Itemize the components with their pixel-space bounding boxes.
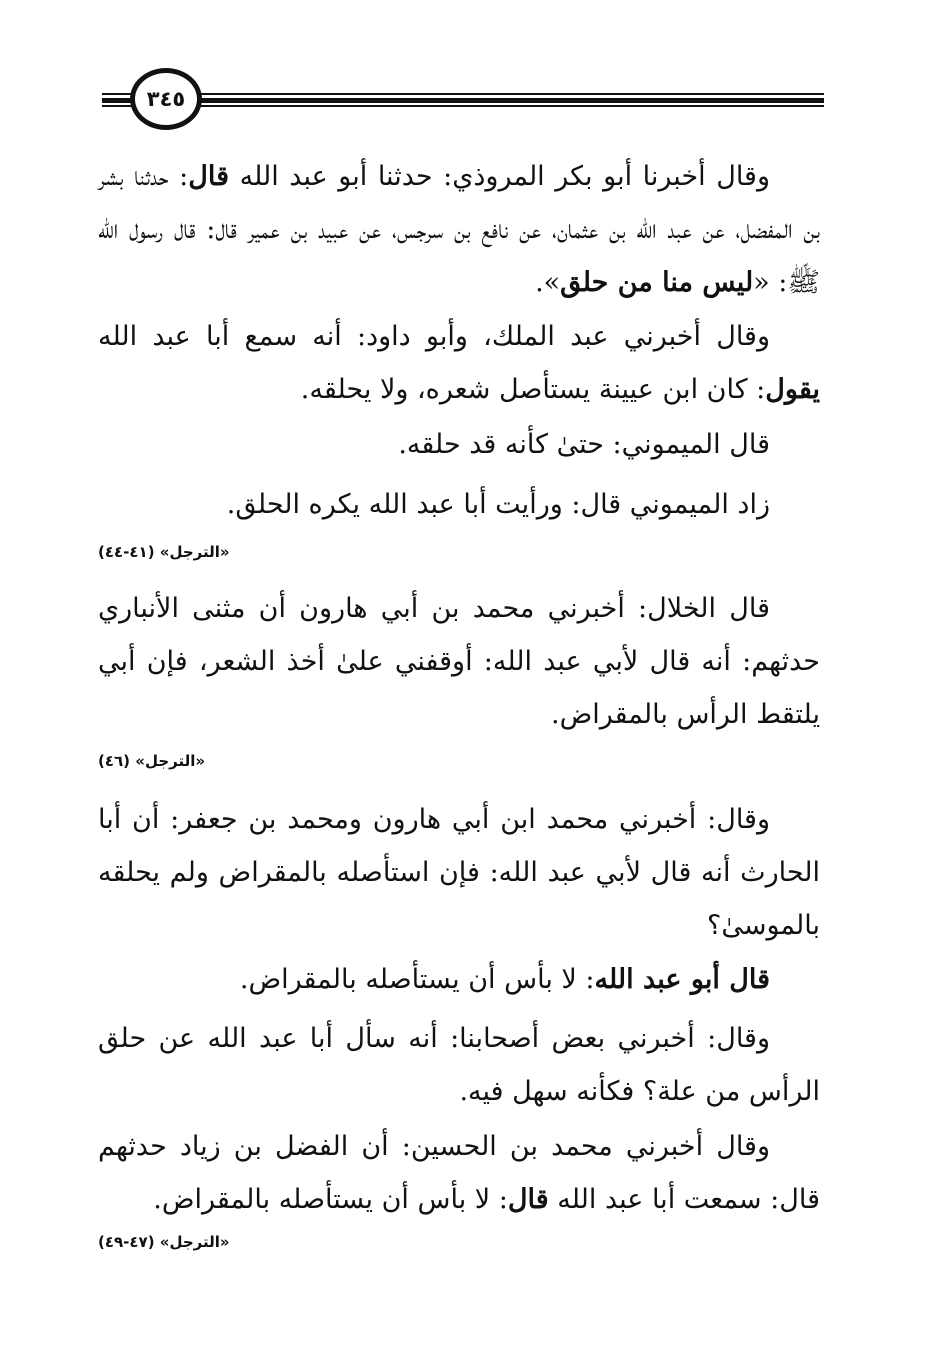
page-number: ٣٤٥ bbox=[130, 68, 202, 130]
paragraph-1 bbox=[98, 150, 820, 309]
paragraph-8: وقال: أخبرني بعض أصحابنا: أنه سأل أبا عبد الله عن حلق الرأس من علة؟ فكأنه سهل فيه. bbox=[98, 1023, 820, 1107]
paragraph-1-text-e: ». bbox=[535, 267, 561, 298]
citation-3: «الترجل» (٤٧-٤٩) bbox=[98, 1233, 230, 1251]
paragraph-9-bold-qal: قال bbox=[507, 1184, 549, 1215]
paragraph-2-text-c: : كان ابن عيينة يستأصل شعره، ولا يحلقه. bbox=[300, 374, 766, 405]
paragraph-3: قال الميموني: حتىٰ كأنه قد حلقه. bbox=[398, 429, 770, 460]
paragraph-7-bold-abu-abdullah: قال أبو عبد الله bbox=[594, 964, 770, 995]
paragraph-9-text-c: : لا بأس أن يستأصله بالمقراض. bbox=[153, 1184, 508, 1215]
paragraph-2-text-a: وقال أخبرني عبد الملك، وأبو داود: أنه سمع أبا عبد الله bbox=[98, 321, 770, 352]
header-rule bbox=[102, 93, 824, 107]
header-rule-line-thin-top bbox=[102, 93, 824, 95]
header-rule-line-thin-bottom bbox=[102, 105, 824, 107]
paragraph-7 bbox=[98, 953, 820, 1006]
paragraph-1-text-a: وقال أخبرنا أبو بكر المروذي: حدثنا أبو عبد الله bbox=[229, 161, 770, 192]
paragraph-6: وقال: أخبرني محمد ابن أبي هارون ومحمد بن جعفر: أن أبا الحارث أنه قال لأبي عبد الله: فإن استأصله بالمقراض ولم يحلقه بالموسىٰ؟ bbox=[98, 804, 820, 941]
paragraph-5: قال الخلال: أخبرني محمد بن أبي هارون أن مثنى الأنباري حدثهم: أنه قال لأبي عبد الله: أوقفني علىٰ أخذ الشعر، فإن أبي يلتقط الرأس بالمقراض. bbox=[98, 593, 820, 730]
paragraph-2 bbox=[98, 310, 820, 416]
paragraph-9 bbox=[98, 1120, 820, 1226]
paragraph-9-text-a: وقال أخبرني محمد بن الحسين: أن الفضل بن زياد حدثهم قال: سمعت أبا عبد الله bbox=[98, 1131, 820, 1215]
citation-2: «الترجل» (٤٦) bbox=[98, 752, 206, 770]
paragraph-4: زاد الميموني قال: ورأيت أبا عبد الله يكره الحلق. bbox=[226, 489, 770, 520]
paragraph-1-text-c: : حدثنا بشر بن المفضل، عن عبد الله بن عثمان، عن نافع بن سرجس، عن عبيد بن عمير قال: قال رسول الله ﷺ: « bbox=[98, 161, 820, 298]
citation-1: «الترجل» (٤١-٤٤) bbox=[98, 543, 230, 561]
paragraph-7-text-b: : لا بأس أن يستأصله بالمقراض. bbox=[239, 964, 595, 995]
paragraph-1-bold-qal: قال bbox=[188, 161, 230, 192]
paragraph-2-bold-yaqul: يقول bbox=[765, 374, 820, 405]
paragraph-1-hadith-quote: ليس منا من حلق bbox=[560, 267, 754, 298]
header-rule-line-thick bbox=[102, 98, 824, 103]
